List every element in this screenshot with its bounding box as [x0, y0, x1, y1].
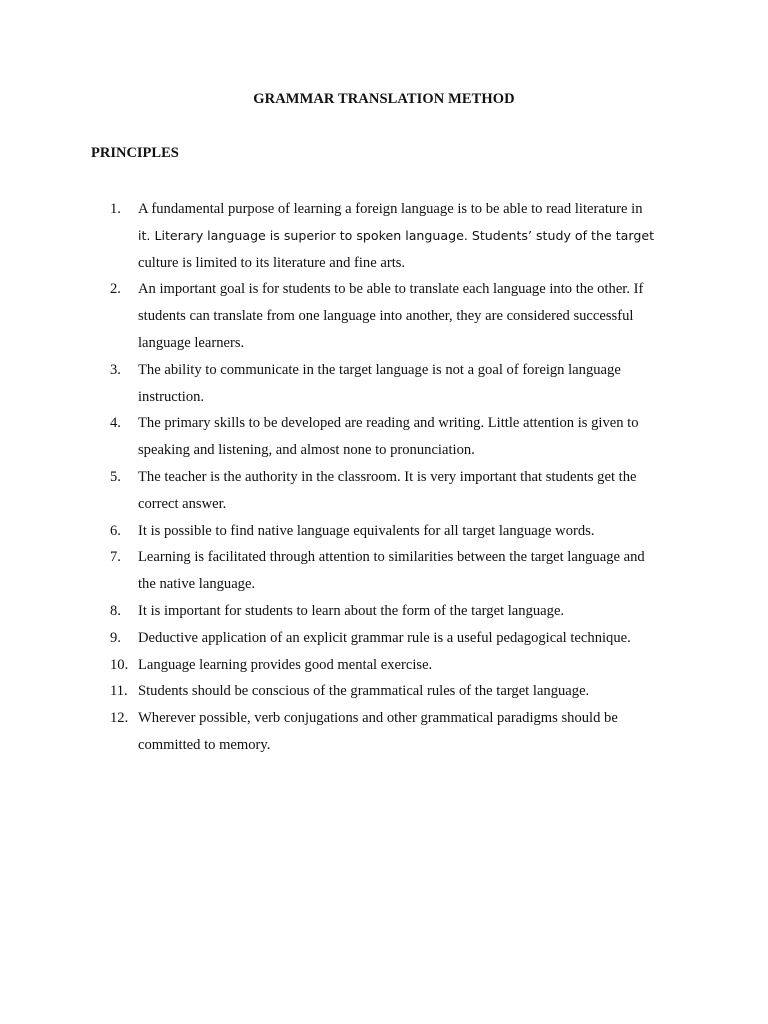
- principle-text-line: correct answer.: [138, 495, 227, 512]
- principle-item: [0, 705, 768, 759]
- principle-number: 10.: [110, 656, 129, 673]
- principle-text-line: instruction.: [138, 388, 205, 405]
- principle-text-line: speaking and listening, and almost none to pronunciation.: [138, 442, 475, 459]
- principle-number: 4.: [110, 415, 121, 432]
- principle-item: [0, 276, 768, 356]
- principle-text-line: Students should be conscious of the grammatical rules of the target language.: [138, 683, 590, 700]
- principle-item: [0, 598, 768, 625]
- principle-number: 3.: [110, 361, 121, 378]
- principle-text-line: language learners.: [138, 334, 245, 351]
- principle-number: 7.: [110, 549, 121, 566]
- principle-text-line: Learning is facilitated through attention to similarities between the target language and: [138, 549, 645, 566]
- principle-item: [0, 518, 768, 545]
- principle-number: 11.: [110, 683, 128, 700]
- document-title: GRAMMAR TRANSLATION METHOD: [253, 91, 515, 107]
- principle-text-line: A fundamental purpose of learning a foreign language is to be able to read literature in: [138, 201, 643, 217]
- principle-number: 9.: [110, 629, 121, 646]
- principle-item: [0, 357, 768, 411]
- principle-number: 6.: [110, 522, 121, 539]
- principle-text-line: An important goal is for students to be able to translate each language into the other. If: [138, 281, 644, 298]
- principle-text-line: Language learning provides good mental exercise.: [138, 656, 433, 673]
- principle-number: 8.: [110, 602, 121, 619]
- principle-number: 5.: [110, 468, 121, 485]
- principle-text-line: culture is limited to its literature and fine arts.: [138, 254, 406, 271]
- principle-text-line: Deductive application of an explicit grammar rule is a useful pedagogical technique.: [138, 629, 631, 646]
- principle-text-line: It is important for students to learn about the form of the target language.: [138, 602, 565, 619]
- principle-item: [0, 464, 768, 518]
- principle-item: [0, 652, 768, 679]
- principle-text-line: The teacher is the authority in the classroom. It is very important that students get the: [138, 468, 637, 485]
- principle-number: 2.: [110, 281, 121, 298]
- principle-item: [0, 410, 768, 464]
- principle-item: [0, 544, 768, 598]
- section-heading: PRINCIPLES: [91, 145, 179, 161]
- principle-text-line: It is possible to find native language equivalents for all target language words.: [138, 522, 595, 539]
- principle-text-line: Wherever possible, verb conjugations and other grammatical paradigms should be: [138, 710, 618, 727]
- principle-item: [0, 678, 768, 705]
- principle-item: [0, 196, 768, 276]
- principle-text-line: The primary skills to be developed are reading and writing. Little attention is given to: [138, 415, 639, 432]
- principle-number: 12.: [110, 710, 129, 727]
- principle-text-line: the native language.: [138, 576, 256, 593]
- principle-text-line: The ability to communicate in the target language is not a goal of foreign language: [138, 361, 621, 378]
- principle-number: 1.: [110, 201, 121, 217]
- principle-item: [0, 625, 768, 652]
- principles-list: [0, 196, 768, 759]
- principle-text-line: committed to memory.: [138, 736, 271, 753]
- principle-text-line: it. Literary language is superior to spoken language. Students’ study of the target: [138, 227, 655, 243]
- principle-text-line: students can translate from one language into another, they are considered successful: [138, 308, 634, 325]
